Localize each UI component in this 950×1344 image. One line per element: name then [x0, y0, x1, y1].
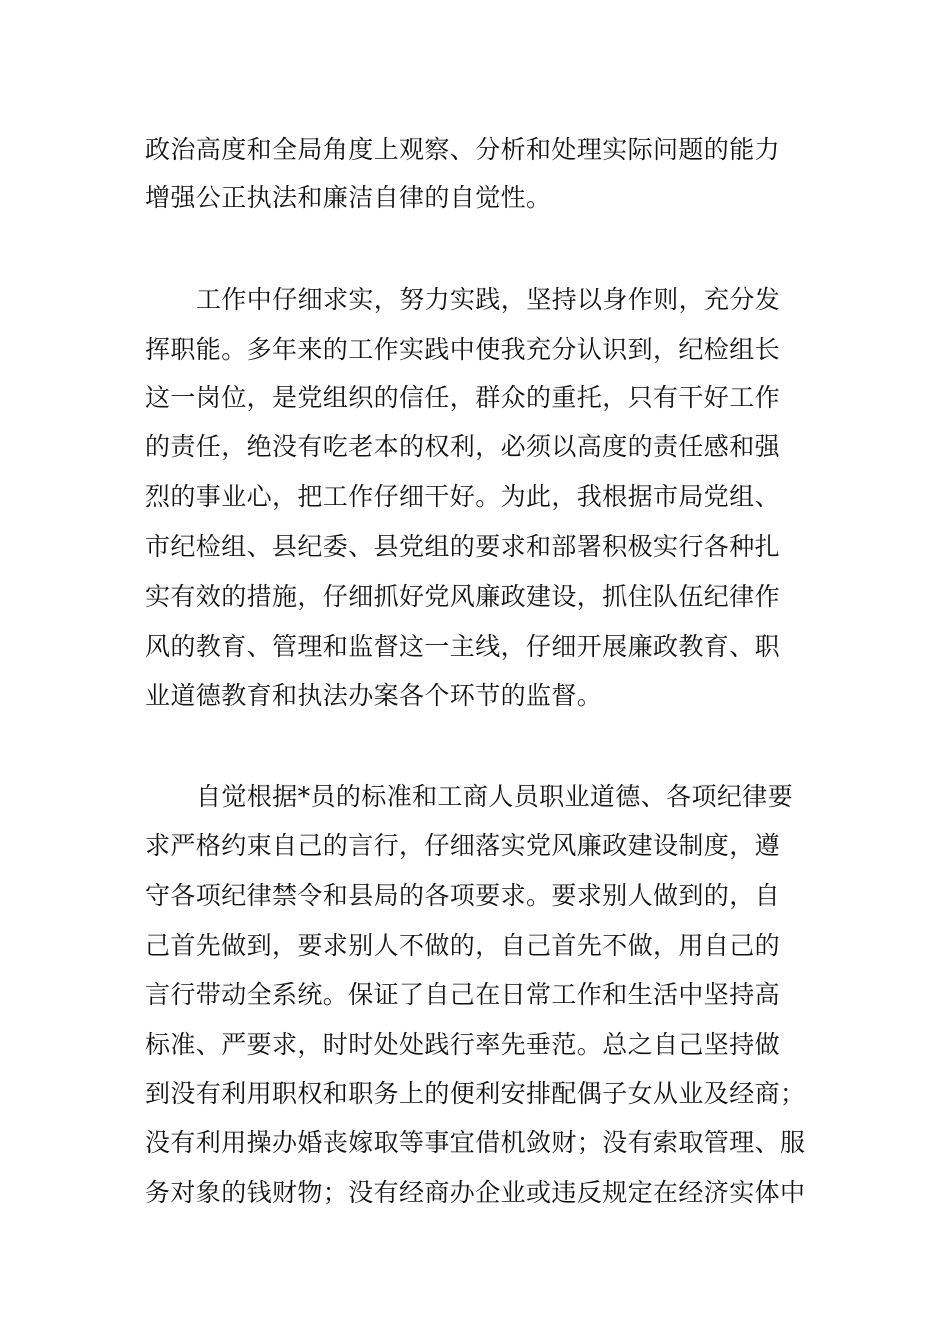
paragraph-2-line-2: 挥职能。多年来的工作实践中使我充分认识到，纪检组长 — [145, 335, 781, 364]
paragraph-1-line-2: 增强公正执法和廉洁自律的自觉性。 — [145, 183, 552, 212]
paragraph-2-line-3: 这一岗位，是党组织的信任，群众的重托，只有干好工作 — [145, 383, 781, 412]
paragraph-3-line-2: 求严格约束自己的言行，仔细落实党风廉政建设制度，遵 — [145, 831, 781, 860]
paragraph-3-line-4: 己首先做到，要求别人不做的，自己首先不做，用自己的 — [145, 931, 781, 960]
paragraph-3-line-1: 自觉根据*员的标准和工商人员职业道德、各项纪律要 — [196, 782, 794, 811]
paragraph-1-line-1: 政治高度和全局角度上观察、分析和处理实际问题的能力 — [145, 135, 781, 164]
paragraph-2-line-5: 烈的事业心，把工作仔细干好。为此，我根据市局党组、 — [145, 482, 781, 511]
paragraph-2-line-1: 工作中仔细求实，努力实践，坚持以身作则，充分发 — [196, 285, 781, 314]
paragraph-2-line-8: 风的教育、管理和监督这一主线，仔细开展廉政教育、职 — [145, 632, 781, 661]
paragraph-2-line-6: 市纪检组、县纪委、县党组的要求和部署积极实行各种扎 — [145, 532, 781, 561]
paragraph-2-line-9: 业道德教育和执法办案各个环节的监督。 — [145, 681, 603, 710]
paragraph-3-line-6: 标准、严要求，时时处处践行率先垂范。总之自己坚持做 — [145, 1030, 781, 1059]
paragraph-2-line-7: 实有效的措施，仔细抓好党风廉政建设，抓住队伍纪律作 — [145, 582, 781, 611]
paragraph-3-line-8: 没有利用操办婚丧嫁取等事宜借机敛财；没有索取管理、服 — [145, 1128, 806, 1157]
paragraph-3-line-7: 到没有利用职权和职务上的便利安排配偶子女从业及经商； — [145, 1079, 806, 1108]
paragraph-3-line-9: 务对象的钱财物；没有经商办企业或违反规定在经济实体中 — [145, 1178, 806, 1207]
paragraph-3-line-3: 守各项纪律禁令和县局的各项要求。要求别人做到的，自 — [145, 881, 781, 910]
paragraph-2-line-4: 的责任，绝没有吃老本的权利，必须以高度的责任感和强 — [145, 432, 781, 461]
paragraph-3-line-5: 言行带动全系统。保证了自己在日常工作和生活中坚持高 — [145, 980, 781, 1009]
